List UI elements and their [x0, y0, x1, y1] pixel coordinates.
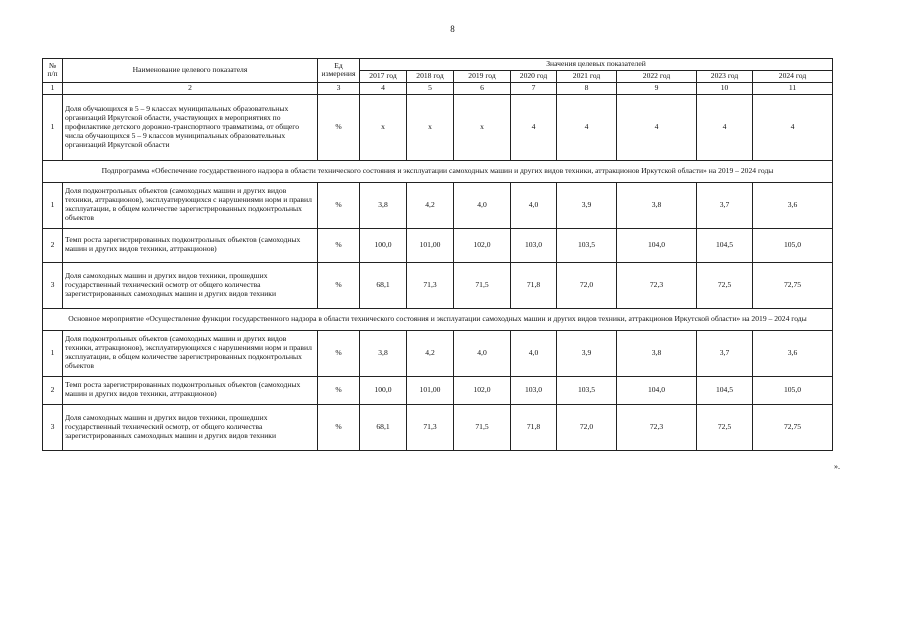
header-year: 2024 год: [753, 70, 833, 82]
row-value: 4,0: [511, 330, 557, 376]
row-value: 103,5: [557, 376, 617, 404]
header-name: Наименование целевого показателя: [63, 59, 318, 83]
table-row: [43, 262, 833, 308]
row-value: 72,0: [557, 404, 617, 450]
row-value: 71,5: [454, 404, 511, 450]
row-value: 3,8: [360, 330, 407, 376]
row-value: 72,5: [697, 404, 753, 450]
row-indicator-name: Доля обучающихся в 5 – 9 классах муниципальных образовательных организаций Иркутской области, участвующих в мероприятиях по профилактике детского дорожно-транспортного травматизма, от общего числа обучающихся 5 – 9 классов муниципальных образовательных организаций Иркутской области: [63, 94, 318, 160]
row-indicator-name: Доля самоходных машин и других видов техники, прошедших государственный технический осмотр от общего количества зарегистрированных самоходных машин и других видов техники: [63, 262, 318, 308]
row-value: х: [407, 94, 454, 160]
row-indicator-name: Темп роста зарегистрированных подконтрольных объектов (самоходных машин и других видов техники, аттракционов): [63, 228, 318, 262]
row-value: 4: [557, 94, 617, 160]
header-row-colnums: [43, 82, 833, 94]
row-value: 104,5: [697, 376, 753, 404]
row-unit: %: [318, 182, 360, 228]
section-title: Основное мероприятие «Осуществление функции государственного надзора в области технического состояния и эксплуатации самоходных машин и других видов техники, аттракционов Иркутской области» на 2019 – 2024 годы: [43, 308, 833, 330]
row-value: 102,0: [454, 228, 511, 262]
table-row: [43, 94, 833, 160]
row-num: 3: [43, 262, 63, 308]
row-num: 1: [43, 94, 63, 160]
table-row: [43, 330, 833, 376]
section-title-row: [43, 160, 833, 182]
row-value: х: [360, 94, 407, 160]
header-num: № п/п: [43, 59, 63, 83]
row-value: 4: [617, 94, 697, 160]
row-value: 103,0: [511, 376, 557, 404]
section-title-row: [43, 308, 833, 330]
col-number: 2: [63, 82, 318, 94]
row-value: 105,0: [753, 228, 833, 262]
row-indicator-name: Доля подконтрольных объектов (самоходных машин и других видов техники, аттракционов), эксплуатирующихся с нарушениями норм и правил эксплуатации, в общем количестве зарегистрированных подконтрольных объектов: [63, 182, 318, 228]
row-value: 4,0: [511, 182, 557, 228]
row-value: 4: [511, 94, 557, 160]
closing-quote-mark: ».: [834, 462, 840, 471]
header-year: 2017 год: [360, 70, 407, 82]
row-value: 72,75: [753, 404, 833, 450]
header-year: 2018 год: [407, 70, 454, 82]
row-value: 3,7: [697, 182, 753, 228]
row-value: 101,00: [407, 228, 454, 262]
header-year: 2020 год: [511, 70, 557, 82]
row-indicator-name: Темп роста зарегистрированных подконтрольных объектов (самоходных машин и других видов техники, аттракционов): [63, 376, 318, 404]
row-unit: %: [318, 94, 360, 160]
table-row: [43, 376, 833, 404]
row-num: 1: [43, 182, 63, 228]
row-value: 4,0: [454, 182, 511, 228]
header-year: 2022 год: [617, 70, 697, 82]
row-value: 103,5: [557, 228, 617, 262]
col-number: 4: [360, 82, 407, 94]
row-value: 68,1: [360, 404, 407, 450]
header-year: 2021 год: [557, 70, 617, 82]
section-title: Подпрограмма «Обеспечение государственного надзора в области технического состояния и эксплуатации самоходных машин и других видов техники, аттракционов Иркутской области» на 2019 – 2024 годы: [43, 160, 833, 182]
row-value: 72,3: [617, 262, 697, 308]
col-number: 6: [454, 82, 511, 94]
row-value: 4,2: [407, 182, 454, 228]
row-value: 72,75: [753, 262, 833, 308]
row-unit: %: [318, 228, 360, 262]
row-value: 71,5: [454, 262, 511, 308]
target-indicators-table: [42, 58, 833, 451]
row-unit: %: [318, 262, 360, 308]
row-value: 72,3: [617, 404, 697, 450]
header-unit: Ед измерения: [318, 59, 360, 83]
row-value: 4: [753, 94, 833, 160]
row-value: 101,00: [407, 376, 454, 404]
col-number: 7: [511, 82, 557, 94]
row-value: 72,5: [697, 262, 753, 308]
row-value: 4,2: [407, 330, 454, 376]
row-value: 100,0: [360, 228, 407, 262]
row-value: 104,5: [697, 228, 753, 262]
row-value: 3,9: [557, 330, 617, 376]
row-value: 105,0: [753, 376, 833, 404]
table-row: [43, 182, 833, 228]
row-unit: %: [318, 330, 360, 376]
row-value: 4: [697, 94, 753, 160]
row-value: 71,8: [511, 262, 557, 308]
row-unit: %: [318, 376, 360, 404]
row-value: 71,8: [511, 404, 557, 450]
row-value: 71,3: [407, 262, 454, 308]
row-value: 104,0: [617, 376, 697, 404]
col-number: 8: [557, 82, 617, 94]
row-value: 104,0: [617, 228, 697, 262]
row-value: 103,0: [511, 228, 557, 262]
row-value: 3,8: [617, 182, 697, 228]
row-value: 68,1: [360, 262, 407, 308]
row-num: 2: [43, 376, 63, 404]
row-value: 100,0: [360, 376, 407, 404]
row-value: х: [454, 94, 511, 160]
row-value: 3,8: [360, 182, 407, 228]
page-number: 8: [450, 24, 455, 34]
row-value: 4,0: [454, 330, 511, 376]
header-year: 2023 год: [697, 70, 753, 82]
row-unit: %: [318, 404, 360, 450]
col-number: 1: [43, 82, 63, 94]
row-value: 3,6: [753, 182, 833, 228]
row-indicator-name: Доля подконтрольных объектов (самоходных машин и других видов техники, аттракционов), эксплуатирующихся с нарушениями норм и правил эксплуатации, в общем количестве зарегистрированных подконтрольных объектов: [63, 330, 318, 376]
col-number: 3: [318, 82, 360, 94]
row-value: 71,3: [407, 404, 454, 450]
row-num: 1: [43, 330, 63, 376]
row-value: 3,6: [753, 330, 833, 376]
col-number: 10: [697, 82, 753, 94]
row-num: 3: [43, 404, 63, 450]
table-row: [43, 228, 833, 262]
row-indicator-name: Доля самоходных машин и других видов техники, прошедших государственный технический осмотр, от общего количества зарегистрированных самоходных машин и других видов техники: [63, 404, 318, 450]
col-number: 5: [407, 82, 454, 94]
header-values-group: Значения целевых показателей: [360, 59, 833, 71]
col-number: 11: [753, 82, 833, 94]
row-num: 2: [43, 228, 63, 262]
row-value: 72,0: [557, 262, 617, 308]
header-row-1: [43, 59, 833, 71]
col-number: 9: [617, 82, 697, 94]
row-value: 3,8: [617, 330, 697, 376]
table-row: [43, 404, 833, 450]
header-year: 2019 год: [454, 70, 511, 82]
row-value: 3,9: [557, 182, 617, 228]
row-value: 102,0: [454, 376, 511, 404]
row-value: 3,7: [697, 330, 753, 376]
